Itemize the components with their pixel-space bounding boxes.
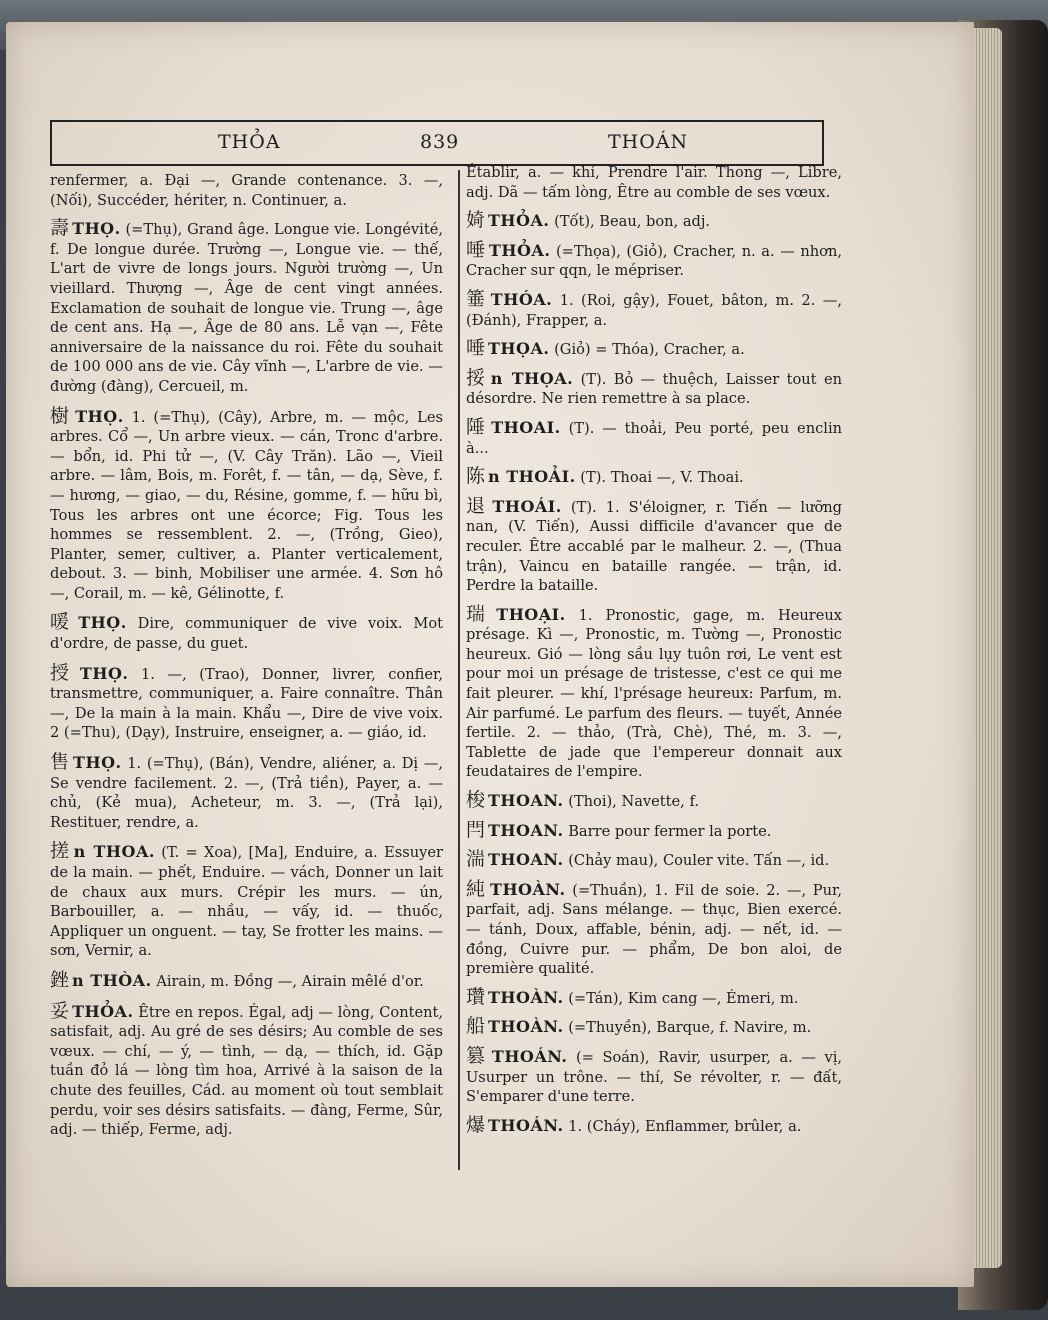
entry-headword: THOÁI. (492, 496, 562, 516)
dictionary-entry (50, 171, 443, 210)
dictionary-entry (466, 163, 842, 202)
dictionary-entry (50, 842, 443, 961)
entry-text: (=Tán), Kim cang —, Émeri, m. (568, 989, 799, 1007)
chinese-character: 船 (466, 1015, 486, 1038)
entry-text: 1. (=Thụ), (Cây), Arbre, m. — mộc, Les arbres. Cổ —, Un arbre vieux. — cán, Tronc d'arbre. — bổn, id. Phi tử —, (V. Cây Trăn). Lão —, Vieil arbre. — lâm, Bois, m. Forêt, f. — tân, — dạ, Sève, f. — hương, — giao, — du, Résine, gomme, f. — hữu bì, Tous les arbres ont une écorce; Fig. Tous les hommes se ressemblent. 2. —, (Trồng, Gieo), Planter, semer, cultiver, a. Planter verticalement, debout. 3. — binh, Mobiliser une armée. 4. Sơn hô —, Corail, m. — kê, Gélinotte, f. (50, 408, 443, 602)
chinese-character: 壽 (50, 217, 70, 240)
entry-text: renfermer, a. Đại —, Grande contenance. 3. —, (Nối), Succéder, hériter, n. Continuer, a. (50, 172, 443, 209)
dictionary-entry (50, 219, 443, 396)
entry-text: Airain, m. Đồng —, Airain mêlé d'or. (156, 972, 424, 990)
entry-text: Établir, a. — khí, Prendre l'air. Thong —, Libre, adj. Dã — tấm lòng, Être au comble de ses vœux. (466, 164, 842, 201)
entry-text: Être en repos. Égal, adj — lòng, Content, satisfait, adj. Au gré de ses désirs; Au comble de ses vœux. — chí, — ý, — tình, — dạ, — thích, id. Gặp tuần đỏ lá — lòng tìm hoa, Arrivé à la saison de la chute des feuilles, Cád. au moment où tout semblait perdu, voir ses désirs satisfaits. — đàng, Ferme, Sûr, adj. — thiếp, Ferme, adj. (50, 1003, 443, 1139)
chinese-character: 純 (466, 877, 488, 900)
entry-text: (Giỏ) = Thóa), Cracher, a. (554, 341, 745, 359)
chinese-character: 銼 (50, 968, 70, 991)
chinese-character: 售 (50, 751, 71, 774)
header-left-word: THỎA (218, 131, 281, 153)
entry-text: (=Thuyền), Barque, f. Navire, m. (568, 1019, 812, 1037)
right-column (466, 163, 842, 1145)
chinese-character: 陲 (466, 415, 489, 438)
header-right-word: THOÁN (608, 131, 689, 153)
entry-headword: THỌ. (75, 406, 124, 426)
dictionary-entry (466, 818, 842, 842)
dictionary-entry (466, 339, 842, 360)
dictionary-entry (466, 467, 842, 488)
entry-text: (= Soán), Ravir, usurper, a. — vị, Usurper un trône. — thí, Se révolter, r. — đất, S'emparer d'une terre. (466, 1048, 843, 1106)
dictionary-entry (466, 1113, 842, 1137)
entry-headword: THÓA. (490, 289, 553, 309)
left-column (50, 171, 443, 1150)
dictionary-entry (466, 415, 843, 458)
entry-headword: THOAN. (488, 791, 564, 811)
chinese-character: 箠 (466, 287, 488, 310)
dictionary-entry (466, 287, 843, 330)
dictionary-entry (466, 211, 842, 232)
entry-headword: THỌ. (79, 663, 129, 683)
entry-text: (T). Thoai —, V. Thoai. (580, 469, 744, 487)
entry-headword: THỌ. (73, 753, 122, 773)
chinese-character: 湍 (466, 848, 486, 871)
column-divider (458, 170, 460, 1170)
dictionary-entry (50, 753, 443, 832)
dictionary-entry (50, 968, 443, 992)
entry-headword: THOAN. (488, 820, 564, 840)
entry-headword: THỎA. (72, 1001, 134, 1021)
entry-headword: THOAN. (488, 850, 564, 870)
dictionary-entry (466, 494, 842, 596)
chinese-character: 閂 (466, 818, 486, 841)
entry-headword: THOÀN. (488, 1017, 564, 1037)
entry-headword: THOAI. (491, 417, 561, 437)
entry-text: (T). Bỏ — thuệch, Laisser tout en désordre. Ne rien remettre à sa place. (466, 370, 842, 408)
chinese-character: 喛 (50, 611, 76, 634)
dictionary-entry (466, 877, 842, 979)
chinese-character: 唾 (466, 238, 486, 261)
dictionary-entry (466, 602, 842, 782)
chinese-character: 樹 (50, 404, 73, 427)
dictionary-entry (466, 850, 842, 871)
entry-text: (T. = Xoa), [Ma], Enduire, a. Essuyer de la main. — phết, Enduire. — vách, Donner un lait de chaux aux murs. Crépir les murs. — ún, Barbouiller, a. — nhầu, — vấy, id. — thuốc, Appliquer un onguent. — tay, Se frotter les mains. — sơn, Vernir, a. (50, 844, 443, 960)
chinese-character: 陈 (466, 465, 486, 488)
entry-headword: THỌA. (488, 339, 550, 359)
entry-headword: THOÁN. (491, 1046, 568, 1066)
entry-text: 1. Pronostic, gage, m. Heureux présage. Kì —, Pronostic, m. Tường —, Pronostic heureux. Gió — lòng sầu lụy tuôn rơi, Le vent est pour moi un présage de tristesse, c'est ce qui me fait pleurer. — khí, l'présage heureux: Parfum, m. Air parfumé. Le parfum des fleurs. — tuyết, Année fertile. 2. — thảo, (Trà, Chè), Thé, m. 3. —, Tablette de jade que l'empereur donnait aux feudataires de l'empire. (466, 606, 842, 781)
dictionary-entry (466, 366, 842, 409)
dictionary-entry (466, 791, 842, 812)
chinese-character: 挼 (466, 366, 488, 389)
chinese-character: 梭 (466, 789, 486, 812)
entry-headword: n THÒA. (72, 970, 152, 990)
entry-text: 1. (Cháy), Enflammer, brûler, a. (568, 1117, 802, 1135)
entry-text: 1. (Roi, gậy), Fouet, bâton, m. 2. —, (Đánh), Frapper, a. (466, 291, 843, 329)
entry-text: (=Thụ), Grand âge. Longue vie. Longévité, f. De longue durée. Trường —, Longue vie. — thế, L'art de vivre de longs jours. Người trường —, Un vieillard. Thượng —, Âge de cent vingt années. Exclamation de souhait de longue vie. Trung —, âge de cent ans. Hạ —, Âge de 80 ans. Lễ vạn —, Fête anniversaire de la naissance du roi. Fête du souhait de 100 000 ans de vie. Cây vĩnh —, L'arbre de vie. — đường (đàng), Cercueil, m. (50, 221, 443, 395)
chinese-character: 爆 (466, 1113, 486, 1136)
chinese-character: 搓 (50, 840, 71, 863)
dictionary-entry (50, 999, 443, 1140)
entry-text: (Chảy mau), Couler vite. Tấn —, id. (568, 852, 830, 870)
entry-text: (=Thọa), (Giỏ), Cracher, n. a. — nhơn, Cracher sur qqn, le mépriser. (466, 242, 842, 280)
entry-text: (T). — thoải, Peu porté, peu enclin à... (466, 419, 843, 457)
entry-headword: THOẠI. (496, 604, 566, 624)
running-header (50, 120, 824, 166)
dictionary-entry (50, 613, 443, 653)
chinese-character: 婍 (466, 209, 486, 232)
entry-text: 1. (=Thụ), (Bán), Vendre, aliéner, a. Dị —, Se vendre facilement. 2. —, (Trả tiền), Payer, a. — chủ, (Kẻ mua), Acheteur, m. 3. —, (Trả lại), Restituer, rendre, a. (50, 755, 443, 831)
entry-headword: THỎA. (488, 240, 551, 260)
dictionary-entry (50, 661, 444, 743)
chinese-character: 退 (466, 494, 490, 517)
entry-headword: THỌ. (72, 219, 121, 239)
dictionary-entry (466, 1044, 843, 1107)
chinese-character: 唾 (466, 337, 486, 360)
dictionary-entry (466, 985, 842, 1009)
entry-text: (Tốt), Beau, bon, adj. (554, 213, 711, 231)
entry-text: (Thoi), Navette, f. (568, 793, 699, 811)
dictionary-entry (466, 1017, 842, 1038)
entry-text: (=Thuần), 1. Fil de soie. 2. —, Pur, parfait, adj. Sans mélange. — thục, Bien exercé. — tánh, Doux, affable, bénin, adj. — nết, id. — đồng, Cuivre pur. — phẩm, De bon aloi, de première qualité. (466, 881, 842, 978)
entry-text: Barre pour fermer la porte. (568, 822, 772, 840)
entry-text: 1. —, (Trao), Donner, livrer, confier, transmettre, communiquer, a. Faire connaître. Thân —, De la main à la main. Khẩu —, Dire de vive voix. 2 (=Thu), (Dạy), Instruire, enseigner, a. — giáo, id. (50, 665, 444, 742)
entry-text: (T). 1. S'éloigner, r. Tiến — lưỡng nan, (V. Tiến), Aussi difficile d'avancer que de reculer. Être accablé par le malheur. 2. —, (Thua trận), Vaincu en bataille rangée. — trận, id. Perdre la bataille. (466, 498, 842, 595)
chinese-character: 妥 (50, 999, 70, 1022)
page-number: 839 (420, 131, 460, 153)
dictionary-entry (50, 404, 443, 604)
chinese-character: 篡 (466, 1044, 489, 1067)
entry-headword: n THOA. (73, 842, 155, 862)
chinese-character: 瓚 (466, 985, 486, 1008)
entry-headword: THOÀN. (490, 879, 566, 899)
chinese-character: 授 (50, 661, 77, 684)
entry-text: Dire, communiquer de vive voix. Mot d'ordre, de passe, du guet. (50, 615, 443, 653)
entry-headword: n THOẢI. (488, 467, 576, 487)
chinese-character: 瑞 (466, 602, 494, 625)
entry-headword: THOÀN. (488, 987, 564, 1007)
entry-headword: THỎA. (488, 211, 550, 231)
entry-headword: THỌ. (78, 613, 127, 633)
dictionary-entry (466, 238, 842, 281)
entry-headword: THOÁN. (488, 1115, 564, 1135)
entry-headword: n THỌA. (490, 368, 574, 388)
